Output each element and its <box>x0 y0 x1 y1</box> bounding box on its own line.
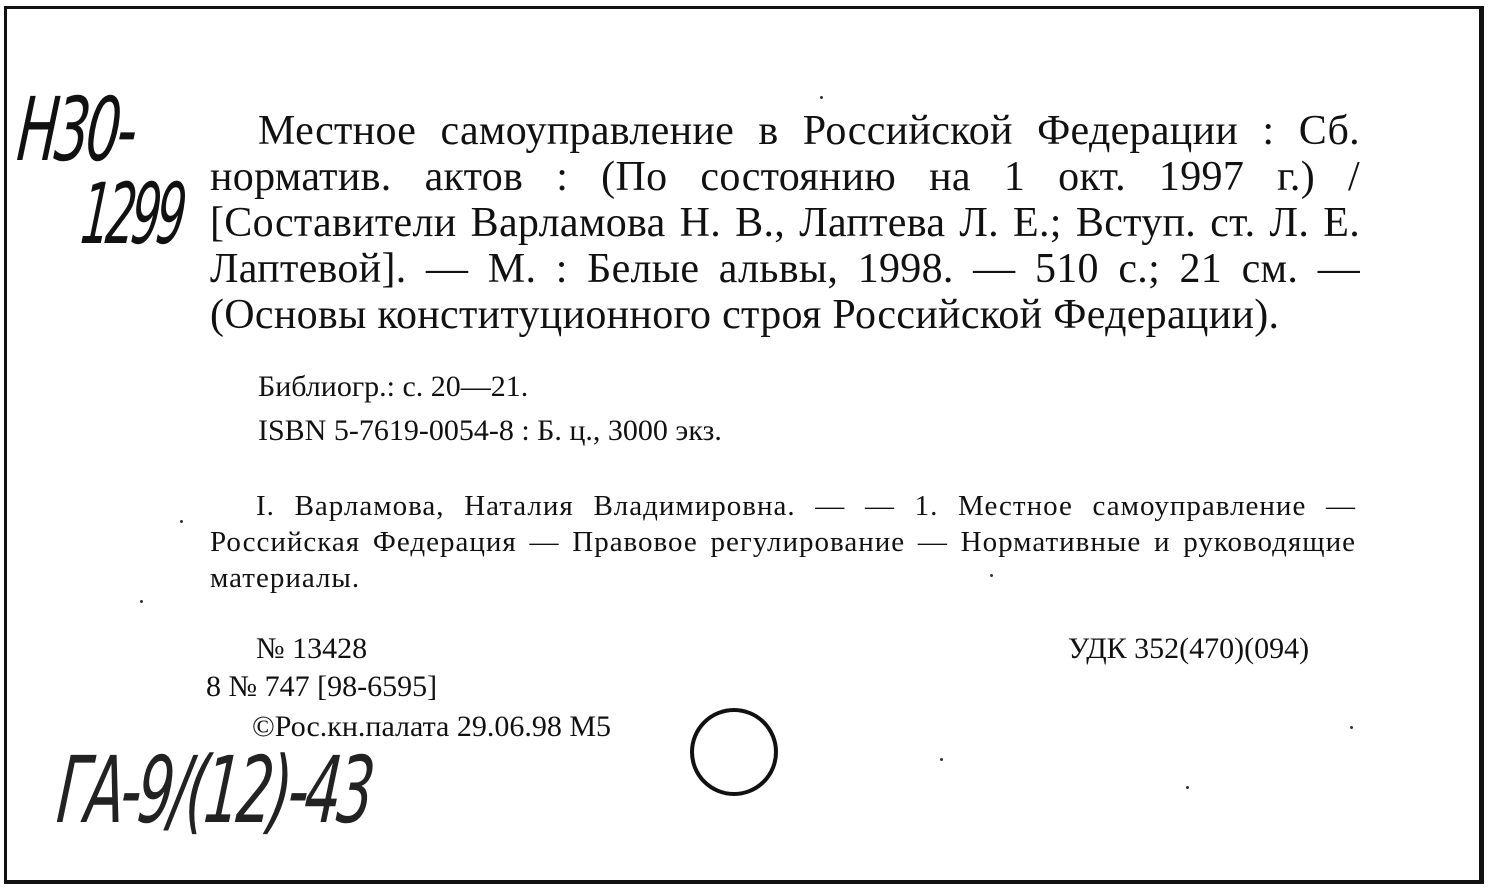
isbn-line: ISBN 5-7619-0054-8 : Б. ц., 3000 экз. <box>258 414 722 447</box>
main-entry-body: Местное самоуправление в Российской Федерации : Сб. норматив. актов : (По состоянию на 1 окт. 1997 г.) / [Составители Варламова Н. В., Лаптева Л. Е.; Вступ. ст. Л. Е. Лаптевой]. — М. : Белые альвы, 1998. — 510 с.; 21 см. — (Основы конституционного строя Российской Федерации). <box>210 108 1360 338</box>
main-entry-text <box>210 108 1360 338</box>
speck <box>820 96 823 99</box>
call-number-line1: Н30- <box>13 78 138 181</box>
speck <box>140 600 143 603</box>
record-number: № 13428 <box>256 632 368 665</box>
subject-tracing <box>210 488 1356 596</box>
speck <box>990 574 993 577</box>
speck <box>180 520 183 523</box>
speck <box>1350 726 1353 729</box>
handwritten-shelf-mark: ГА-9/(12)-43 <box>53 737 376 844</box>
record-number-secondary: 8 № 747 [98-6595] <box>206 670 438 703</box>
call-number-line2: 1299 <box>77 165 187 263</box>
bibliography-note: Библиогр.: с. 20—21. <box>258 370 529 403</box>
subject-tracing-text: I. Варламова, Наталия Владимировна. — — 1. Местное самоуправление — Российская Федерация — Правовое регулирование — Нормативные и руководящие материалы. <box>210 490 1356 594</box>
udk-code: УДК 352(470)(094) <box>1068 632 1310 665</box>
speck <box>1186 786 1189 789</box>
circle-stamp <box>690 708 778 796</box>
copyright-line: ©Рос.кн.палата 29.06.98 М5 <box>252 710 612 743</box>
speck <box>940 758 943 761</box>
